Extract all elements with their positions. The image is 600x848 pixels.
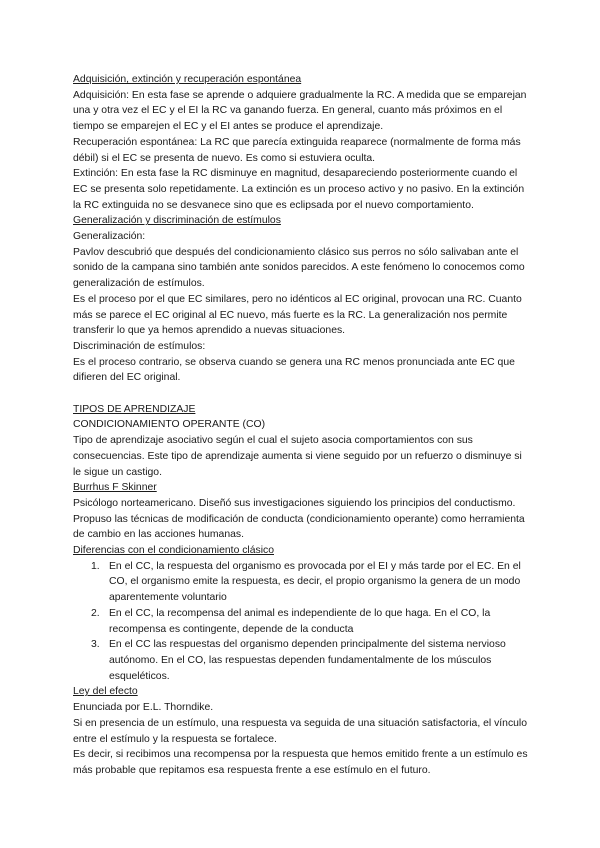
section-heading-adquisicion: Adquisición, extinción y recuperación espontánea	[73, 74, 302, 85]
paragraph-co-definicion: Tipo de aprendizaje asociativo según el cual el sujeto asocia comportamientos con sus consecuencias. Este tipo de aprendizaje aumenta si viene seguido por un refuerzo o disminuye si le sigue un castigo.	[73, 435, 522, 478]
list-item: 1. En el CC, la respuesta del organismo es provocada por el EI y más tarde por el EC. En el CO, el organismo emite la respuesta, es decir, el propio organismo la genera de un modo aparentemente voluntario	[91, 560, 521, 604]
document-body	[73, 72, 528, 779]
paragraph-extincion: Extinción: En esta fase la RC disminuye en magnitud, desapareciendo posteriormente cuando el EC se presenta solo repetidamente. La extinción es un proceso activo y no pasivo. En la extinción la RC extinguida no se desvanece sino que es eclipsada por el nuevo comportamiento.	[73, 168, 525, 211]
paragraph-skinner: Psicólogo norteamericano. Diseñó sus investigaciones siguiendo los principios del conductismo. Propuso las técnicas de modificación de conducta (condicionamiento operante) como herramienta de cambio en las acciones humanas.	[73, 497, 525, 541]
section-heading-tipos: TIPOS DE APRENDIZAJE	[73, 403, 196, 415]
list-item: 2. En el CC, la recompensa del animal es independiente de lo que haga. En el CO, la recompensa es contingente, depende de la conducta	[91, 607, 491, 635]
paragraph-adquisicion: Adquisición: En esta fase se aprende o adquiere gradualmente la RC. A medida que se emparejan una y otra vez el EC y el EI la RC va ganando fuerza. En general, cuanto más próximos en el tiempo se emparejen el EC y el EI antes se produce el aprendizaje.	[73, 89, 527, 133]
subheading-condicionamiento-operante: CONDICIONAMIENTO OPERANTE (CO)	[73, 419, 266, 431]
paragraph-pavlov: Pavlov descubrió que después del condicionamiento clásico sus perros no sólo salivaban ante el sonido de la campana sino también ante sonidos parecidos. A este fenómeno lo conocemos como generalización de estímulos.	[73, 246, 525, 290]
subheading-generalizacion: Generalización:	[73, 231, 146, 243]
paragraph-recuperacion: Recuperación espontánea: La RC que parecía extinguida reaparece (normalmente de forma más débil) si el EC se presenta de nuevo. Es como si estuviera oculta.	[73, 136, 521, 164]
list-item: 3. En el CC las respuestas del organismo dependen principalmente del sistema nervioso autónomo. En el CO, las respuestas dependen fundamentalmente de los músculos esqueléticos.	[91, 639, 506, 682]
differences-list	[73, 559, 528, 685]
heading-skinner: Burrhus F Skinner	[73, 482, 157, 494]
section-heading-generalizacion: Generalización y discriminación de estímulos	[73, 215, 281, 227]
paragraph-discriminacion: Es el proceso contrario, se observa cuando se genera una RC menos pronunciada ante EC que difieren del EC original.	[73, 356, 515, 384]
paragraph-thorndike: Enunciada por E.L. Thorndike.	[73, 702, 214, 714]
paragraph-ley-efecto: Si en presencia de un estímulo, una respuesta va seguida de una situación satisfactoria, el vínculo entre el estímulo y la respuesta se fortalece.	[73, 717, 528, 745]
paragraph-generalizacion-def: Es el proceso por el que EC similares, pero no idénticos al EC original, provocan una RC. Cuanto más se parece el EC original al EC nuevo, más fuerte es la RC. La generalización nos permite transferir lo que ya hemos aprendido a nuevas situaciones.	[73, 293, 522, 337]
paragraph-ley-efecto-ejemplo: Es decir, si recibimos una recompensa por la respuesta que hemos emitido frente a un estímulo es más probable que repitamos esa respuesta frente a ese estímulo en el futuro.	[73, 749, 528, 776]
blank-line	[73, 386, 528, 402]
subheading-discriminacion: Discriminación de estímulos:	[73, 340, 206, 352]
heading-ley-efecto: Ley del efecto	[73, 686, 138, 698]
heading-diferencias: Diferencias con el condicionamiento clásico	[73, 545, 274, 557]
